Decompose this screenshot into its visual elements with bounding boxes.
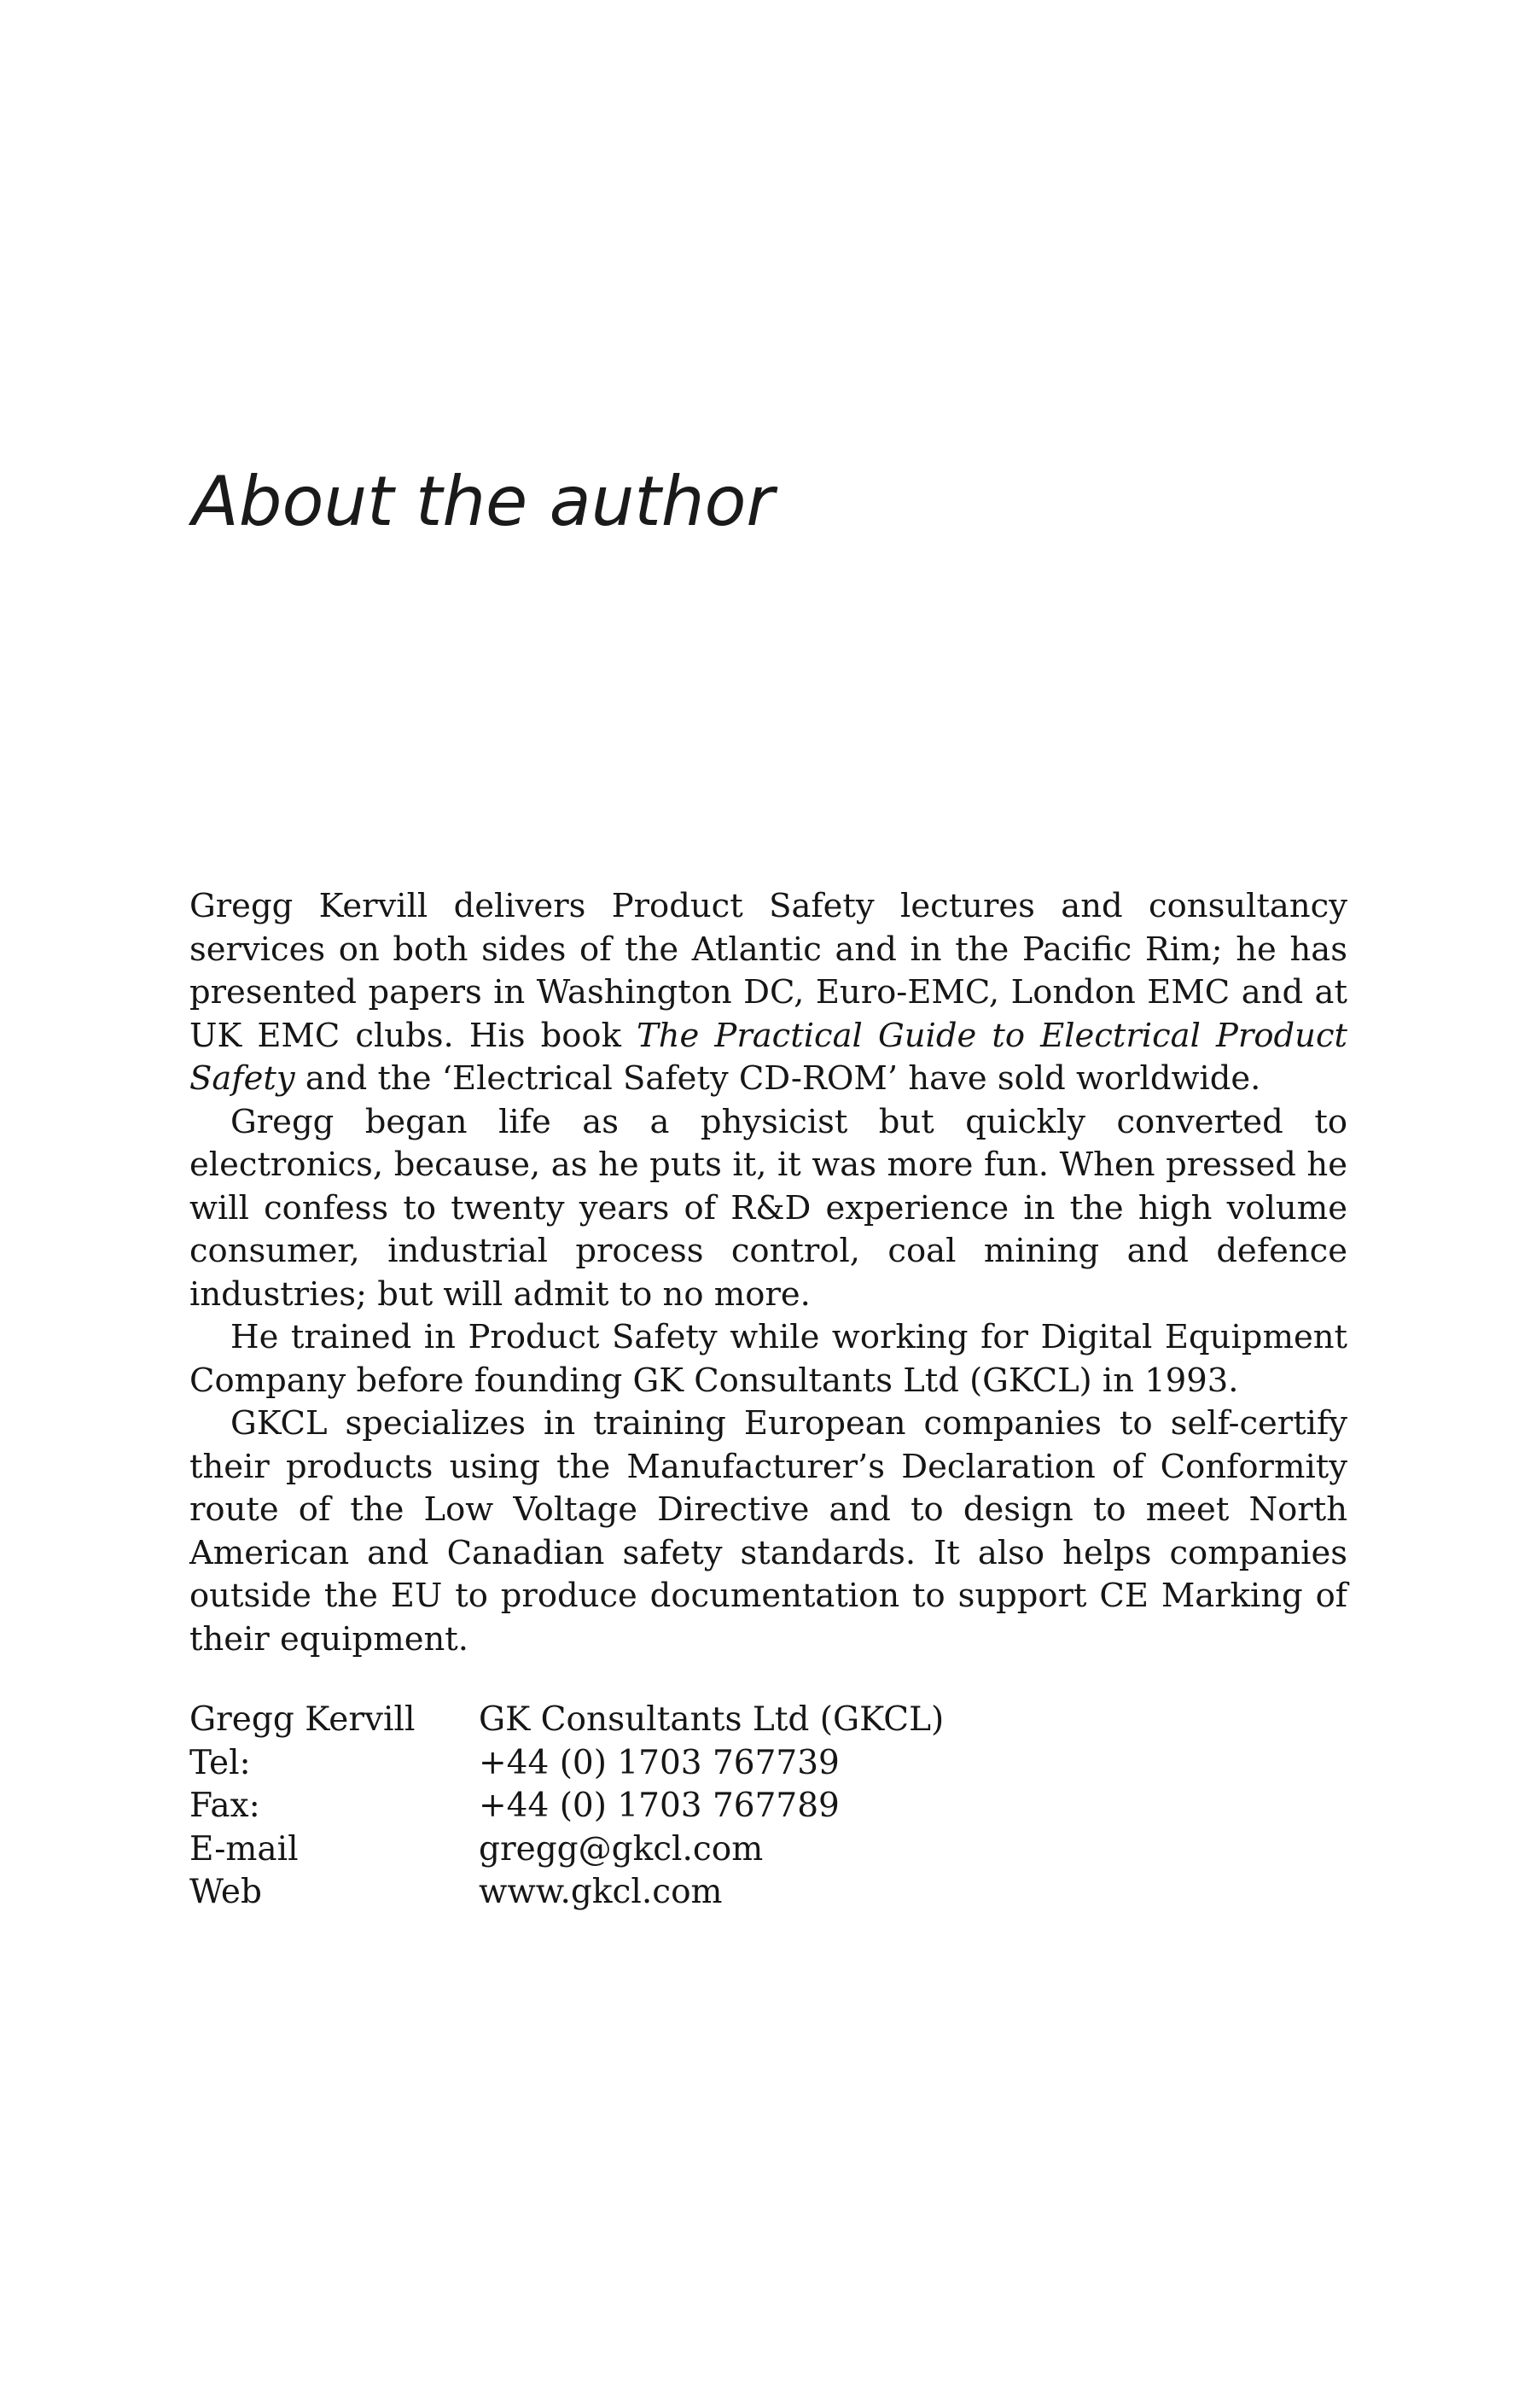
- contact-details: [189, 1699, 944, 1915]
- author-biography: [189, 885, 1347, 1661]
- book-title: The Practical Guide to Electrical Product Safety: [189, 1016, 1347, 1098]
- contact-web-label: Web: [189, 1873, 262, 1911]
- contact-row-fax: [189, 1785, 944, 1828]
- contact-row-email: [189, 1828, 944, 1872]
- contact-fax-value: +44 (0) 1703 767789: [479, 1787, 840, 1825]
- bio-paragraph-1-text-start: Gregg Kervill delivers Product Safety lectures and consultancy services on both sides of the Atlantic and in the Pacific Rim; he has presented papers in Washington DC, Euro-EMC, London EMC and at UK EMC clubs. His book: [189, 887, 1347, 1055]
- bio-paragraph-4: GKCL specializes in training European companies to self-certify their products using the Manufacturer’s Declaration of Conformity route of the Low Voltage Directive and to design to meet North American and Canadian safety standards. It also helps companies outside the EU to produce documentation to support CE Marking of their equipment.: [189, 1404, 1347, 1659]
- bio-paragraph-1: [189, 885, 1347, 1101]
- bio-paragraph-3: He trained in Product Safety while working for Digital Equipment Company before founding GK Consultants Ltd (GKCL) in 1993.: [189, 1318, 1347, 1400]
- bio-paragraph-2: Gregg began life as a physicist but quickly converted to electronics, because, as he puts it, it was more fun. When pressed he will confess to twenty years of R&D experience in the high volume consumer, industrial process control, coal mining and defence industries; but will admit to no more.: [189, 1102, 1347, 1314]
- page-title: About the author: [192, 462, 775, 541]
- contact-tel-label: Tel:: [189, 1743, 251, 1782]
- contact-fax-label: Fax:: [189, 1787, 260, 1825]
- contact-name-label: Gregg Kervill: [189, 1700, 416, 1739]
- contact-tel-value: +44 (0) 1703 767739: [479, 1743, 840, 1782]
- contact-row-name: [189, 1699, 944, 1742]
- contact-row-tel: [189, 1742, 944, 1786]
- bio-paragraph-1-text-end: and the ‘Electrical Safety CD-ROM’ have sold worldwide.: [294, 1059, 1261, 1098]
- contact-company-value: GK Consultants Ltd (GKCL): [479, 1700, 945, 1739]
- contact-email-label: E-mail: [189, 1829, 299, 1869]
- contact-row-web: [189, 1871, 944, 1915]
- contact-web-value: www.gkcl.com: [479, 1873, 723, 1911]
- contact-email-value: gregg@gkcl.com: [479, 1829, 764, 1869]
